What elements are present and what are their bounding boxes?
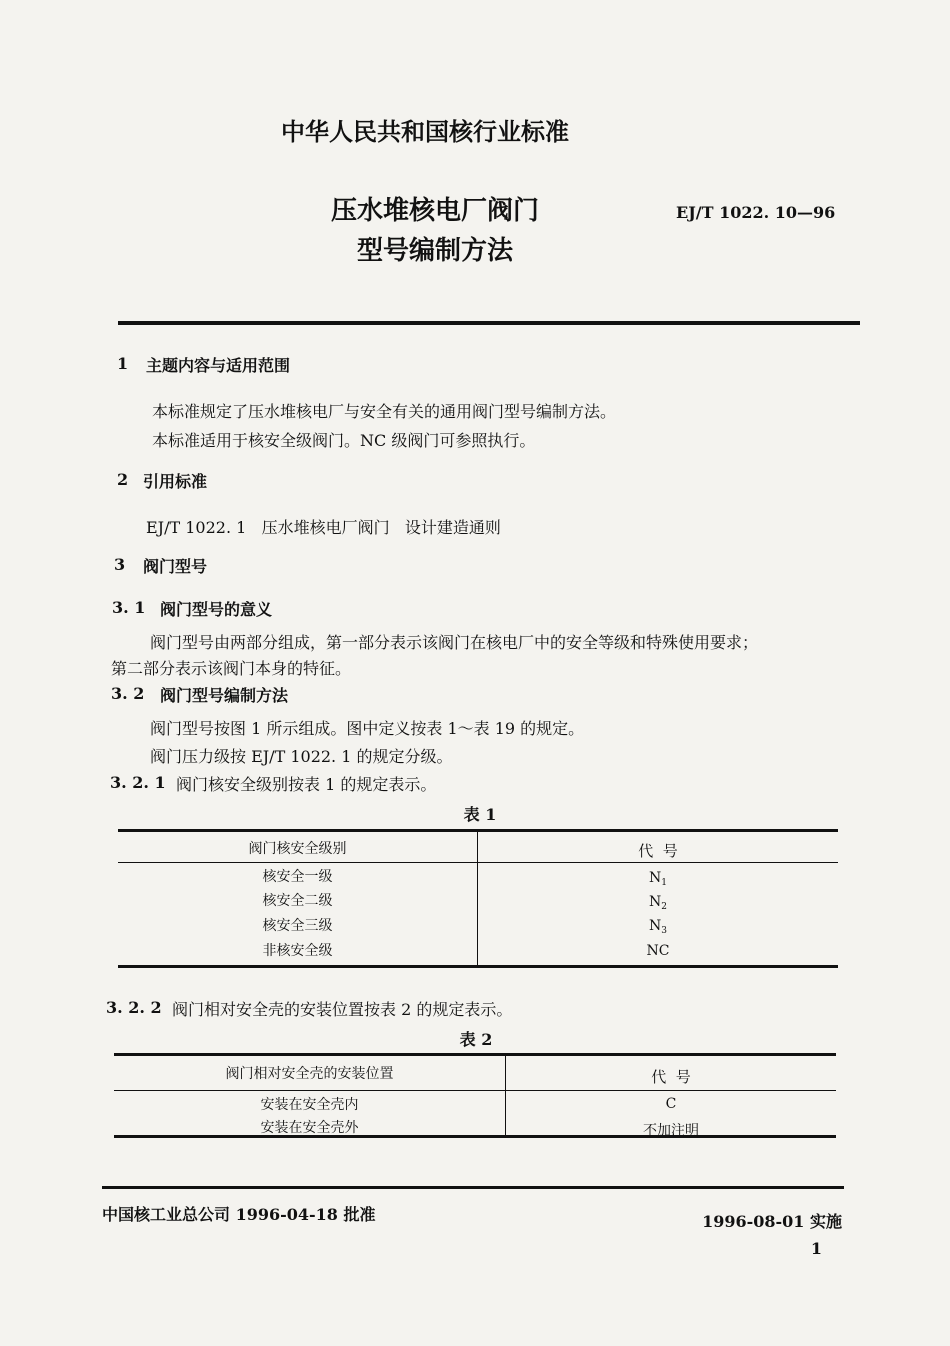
section-3-1-title: 阀门型号的意义 (160, 600, 273, 619)
section-3-1-number: 3. 1 (112, 598, 146, 617)
section-1-paragraph-2: 本标准适用于核安全级阀门。NC 级阀门可参照执行。 (152, 431, 536, 450)
section-3-2-1-text: 阀门核安全级别按表 1 的规定表示。 (176, 775, 437, 794)
table-1-header-level: 阀门核安全级别 (248, 841, 347, 857)
section-3-1-paragraph-2: 第二部分表示该阀门本身的特征。 (111, 659, 352, 678)
section-3-2-number: 3. 2 (111, 684, 145, 703)
page-number: 1 (810, 1239, 822, 1258)
section-1-paragraph-1: 本标准规定了压水堆核电厂与安全有关的通用阀门型号编制方法。 (152, 402, 617, 421)
section-3-1-paragraph-1: 阀门型号由两部分组成，第一部分表示该阀门在核电厂中的安全等级和特殊使用要求； (150, 633, 759, 652)
table-1-caption: 表 1 (463, 805, 497, 824)
table-2-top-rule (114, 1053, 836, 1056)
approval-line: 中国核工业总公司 1996-04-18 批准 (102, 1205, 376, 1224)
table-1-header-rule (118, 862, 838, 863)
section-3-title: 阀门型号 (143, 557, 208, 576)
section-1-number: 1 (117, 354, 129, 373)
header-rule (118, 321, 860, 325)
section-2-reference: EJ/T 1022. 1 压水堆核电厂阀门 设计建造通则 (146, 518, 501, 537)
table-2-header-position: 阀门相对安全壳的安装位置 (225, 1066, 394, 1082)
section-3-2-title: 阀门型号编制方法 (160, 686, 289, 705)
doc-title-line1: 压水堆核电厂阀门 (330, 196, 539, 226)
table-1-cell-level: 核安全二级 (262, 893, 333, 909)
table-1-cell-code: NC (646, 943, 670, 959)
section-3-2-1-number: 3. 2. 1 (110, 773, 166, 792)
table-2-cell-code: 不加注明 (643, 1123, 699, 1139)
table-2-header-code: 代 号 (651, 1068, 691, 1086)
table-1-cell-level: 核安全三级 (262, 918, 333, 934)
footer-rule (102, 1186, 844, 1189)
table-2-header-rule (114, 1090, 836, 1091)
table-2-cell-code: C (665, 1096, 677, 1112)
doc-title-line2: 型号编制方法 (356, 236, 513, 266)
standard-number: EJ/T 1022. 10—96 (676, 203, 836, 222)
table-1-top-rule (118, 829, 838, 832)
table-1-cell-level: 核安全一级 (262, 869, 333, 885)
table-1-cell-code: $N_2$ (649, 894, 667, 912)
org-title: 中华人民共和国核行业标准 (281, 118, 569, 146)
section-3-2-paragraph-2: 阀门压力级按 EJ/T 1022. 1 的规定分级。 (150, 747, 453, 766)
section-2-title: 引用标准 (143, 472, 208, 491)
table-2-caption: 表 2 (459, 1030, 493, 1049)
table-1-cell-code: $N_3$ (649, 918, 667, 936)
section-2-number: 2 (117, 470, 129, 489)
table-1-bottom-rule (118, 965, 838, 968)
effective-date: 1996-08-01 实施 (702, 1212, 842, 1231)
table-2-cell-position: 安装在安全壳外 (260, 1120, 359, 1136)
table-2-cell-position: 安装在安全壳内 (260, 1097, 359, 1113)
section-3-2-2-number: 3. 2. 2 (106, 998, 162, 1017)
section-3-2-2-text: 阀门相对安全壳的安装位置按表 2 的规定表示。 (172, 1000, 513, 1019)
table-1-cell-code: $N_1$ (649, 870, 667, 888)
table-1-cell-level: 非核安全级 (262, 943, 333, 959)
table-1-header-code: 代 号 (638, 842, 678, 860)
section-1-title: 主题内容与适用范围 (146, 356, 291, 375)
section-3-number: 3 (114, 555, 126, 574)
section-3-2-paragraph-1: 阀门型号按图 1 所示组成。图中定义按表 1～表 19 的规定。 (150, 719, 585, 738)
